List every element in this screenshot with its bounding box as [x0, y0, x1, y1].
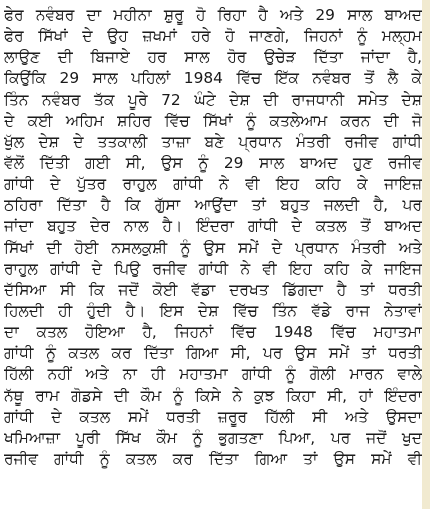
article-line-12: ਸਿੱਖਾਂ ਦੀ ਹੋਈ ਨਸਲਕੁਸ਼ੀ ਨੂੰ ਉਸ ਸਮੇਂ ਦੇ ਪ੍ਰਧਾਨ ਮੰਤਰੀ ਅਤੇ [4, 238, 422, 257]
article-line-10: ਠਹਿਰਾ ਦਿੱਤਾ ਹੈ ਕਿ ਗੁੱਸਾ ਆਉਂਦਾ ਤਾਂ ਬਹੁਤ ਜਲਦੀ ਹੈ, ਪਰ [4, 196, 422, 215]
article-line-11: ਜਾਂਦਾ ਬਹੁਤ ਦੇਰ ਨਾਲ ਹੈ। ਇੰਦਰਾ ਗਾਂਧੀ ਦੇ ਕਤਲ ਤੋਂ ਬਾਅਦ [4, 217, 422, 236]
article-line-21: ਖਮਿਆਜ਼ਾ ਪੂਰੀ ਸਿੱਖ ਕੌਮ ਨੂੰ ਭੁਗਤਣਾ ਪਿਆ, ਪਰ ਜਦੋਂ ਖੁਦ [4, 428, 422, 447]
article-line-22: ਰਜੀਵ ਗਾਂਧੀ ਨੂੰ ਕਤਲ ਕਰ ਦਿੱਤਾ ਗਿਆ ਤਾਂ ਉਸ ਸਮੇਂ ਵੀ [4, 449, 422, 468]
article-line-7: ਖੁੱਲ ਦੇਸ਼ ਦੇ ਤਤਕਾਲੀ ਤਾਜ਼ਾ ਬਣੇ ਪ੍ਰਧਾਨ ਮੰਤਰੀ ਰਜੀਵ ਗਾਂਧੀ [4, 132, 422, 151]
article-line-2: ਫੇਰ ਸਿੱਖਾਂ ਦੇ ਉਹ ਜ਼ਖਮਾਂ ਹਰੇ ਹੋ ਜਾਣਗੇ, ਜਿਹਨਾਂ ਨੂੰ ਮਲ੍ਹਮ [4, 27, 422, 46]
article-line-9: ਗਾਂਧੀ ਦੇ ਪੁੱਤਰ ਰਾਹੁਲ ਗਾਂਧੀ ਨੇ ਵੀ ਇਹ ਕਹਿ ਕੇ ਜਾਇਜ਼ [4, 175, 422, 194]
article-line-5: ਤਿੰਨ ਨਵੰਬਰ ਤੱਕ ਪੂਰੇ 72 ਘੰਟੇ ਦੇਸ਼ ਦੀ ਰਾਜਧਾਨੀ ਸਮੇਤ ਦੇਸ਼ [4, 90, 422, 109]
article-line-16: ਦਾ ਕਤਲ ਹੋਇਆ ਹੈ, ਜਿਹਨਾਂ ਵਿੱਚ 1948 ਵਿੱਚ ਮਹਾਤਮਾ [4, 323, 422, 342]
page-edge-strip [422, 0, 430, 509]
article-line-18: ਹਿੱਲੀ ਨਹੀਂ ਅਤੇ ਨਾ ਹੀ ਮਹਾਤਮਾ ਗਾਂਧੀ ਨੂੰ ਗੋਲੀ ਮਾਰਨ ਵਾਲੇ [4, 365, 422, 384]
article-line-14: ਦੱਸਿਆ ਸੀ ਕਿ ਜਦੋਂ ਕੋਈ ਵੱਡਾ ਦਰਖਤ ਡਿੱਗਦਾ ਹੈ ਤਾਂ ਧਰਤੀ [4, 280, 422, 299]
article-line-1: ਫੇਰ ਨਵੰਬਰ ਦਾ ਮਹੀਨਾ ਸ਼ੁਰੂ ਹੋ ਰਿਹਾ ਹੈ ਅਤੇ 29 ਸਾਲ ਬਾਅਦ [4, 6, 422, 24]
article-line-13: ਰਾਹੁਲ ਗਾਂਧੀ ਦੇ ਪਿਉ ਰਜੀਵ ਗਾਂਧੀ ਨੇ ਵੀ ਇਹ ਕਹਿ ਕੇ ਜਾਇਜ [4, 259, 422, 278]
article-line-15: ਹਿਲਦੀ ਹੀ ਹੁੰਦੀ ਹੈ। ਇਸ ਦੇਸ਼ ਵਿੱਚ ਤਿੰਨ ਵੱਡੇ ਰਾਜ ਨੇਤਾਵਾਂ [4, 301, 422, 320]
article-line-8: ਵੱਲੋਂ ਦਿੱਤੀ ਗਈ ਸੀ, ਉਸ ਨੂੰ 29 ਸਾਲ ਬਾਅਦ ਹੁਣ ਰਜੀਵ [4, 153, 422, 172]
article-line-3: ਲਾਉਣ ਦੀ ਬਿਜਾਏ ਹਰ ਸਾਲ ਹੋਰ ਉਚੇੜ ਦਿੱਤਾ ਜਾਂਦਾ ਹੈ, [4, 48, 422, 67]
article-line-20: ਗਾਂਧੀ ਦੇ ਕਤਲ ਸਮੇਂ ਧਰਤੀ ਜ਼ਰੂਰ ਹਿੱਲੀ ਸੀ ਅਤੇ ਉਸਦਾ [4, 407, 422, 426]
article-line-4: ਕਿਉਂਕਿ 29 ਸਾਲ ਪਹਿਲਾਂ 1984 ਵਿੱਚ ਇੱਕ ਨਵੰਬਰ ਤੋਂ ਲੈ ਕੇ [4, 69, 422, 88]
article-body [4, 5, 422, 470]
article-line-17: ਗਾਂਧੀ ਨੂੰ ਕਤਲ ਕਰ ਦਿੱਤਾ ਗਿਆ ਸੀ, ਪਰ ਉਸ ਸਮੇਂ ਤਾਂ ਧਰਤੀ [4, 344, 422, 363]
article-line-19: ਨੱਥੂ ਰਾਮ ਗੋਡਸੇ ਦੀ ਕੌਮ ਨੂੰ ਕਿਸੇ ਨੇ ਕੁਝ ਕਿਹਾ ਸੀ, ਹਾਂ ਇੰਦਰਾ [4, 386, 422, 405]
article-line-6: ਦੇ ਕਈ ਅਹਿਮ ਸ਼ਹਿਰ ਵਿੱਚ ਸਿੱਖਾਂ ਨੂੰ ਕਤਲੇਆਮ ਕਰਨ ਦੀ ਜੋ [4, 111, 422, 130]
